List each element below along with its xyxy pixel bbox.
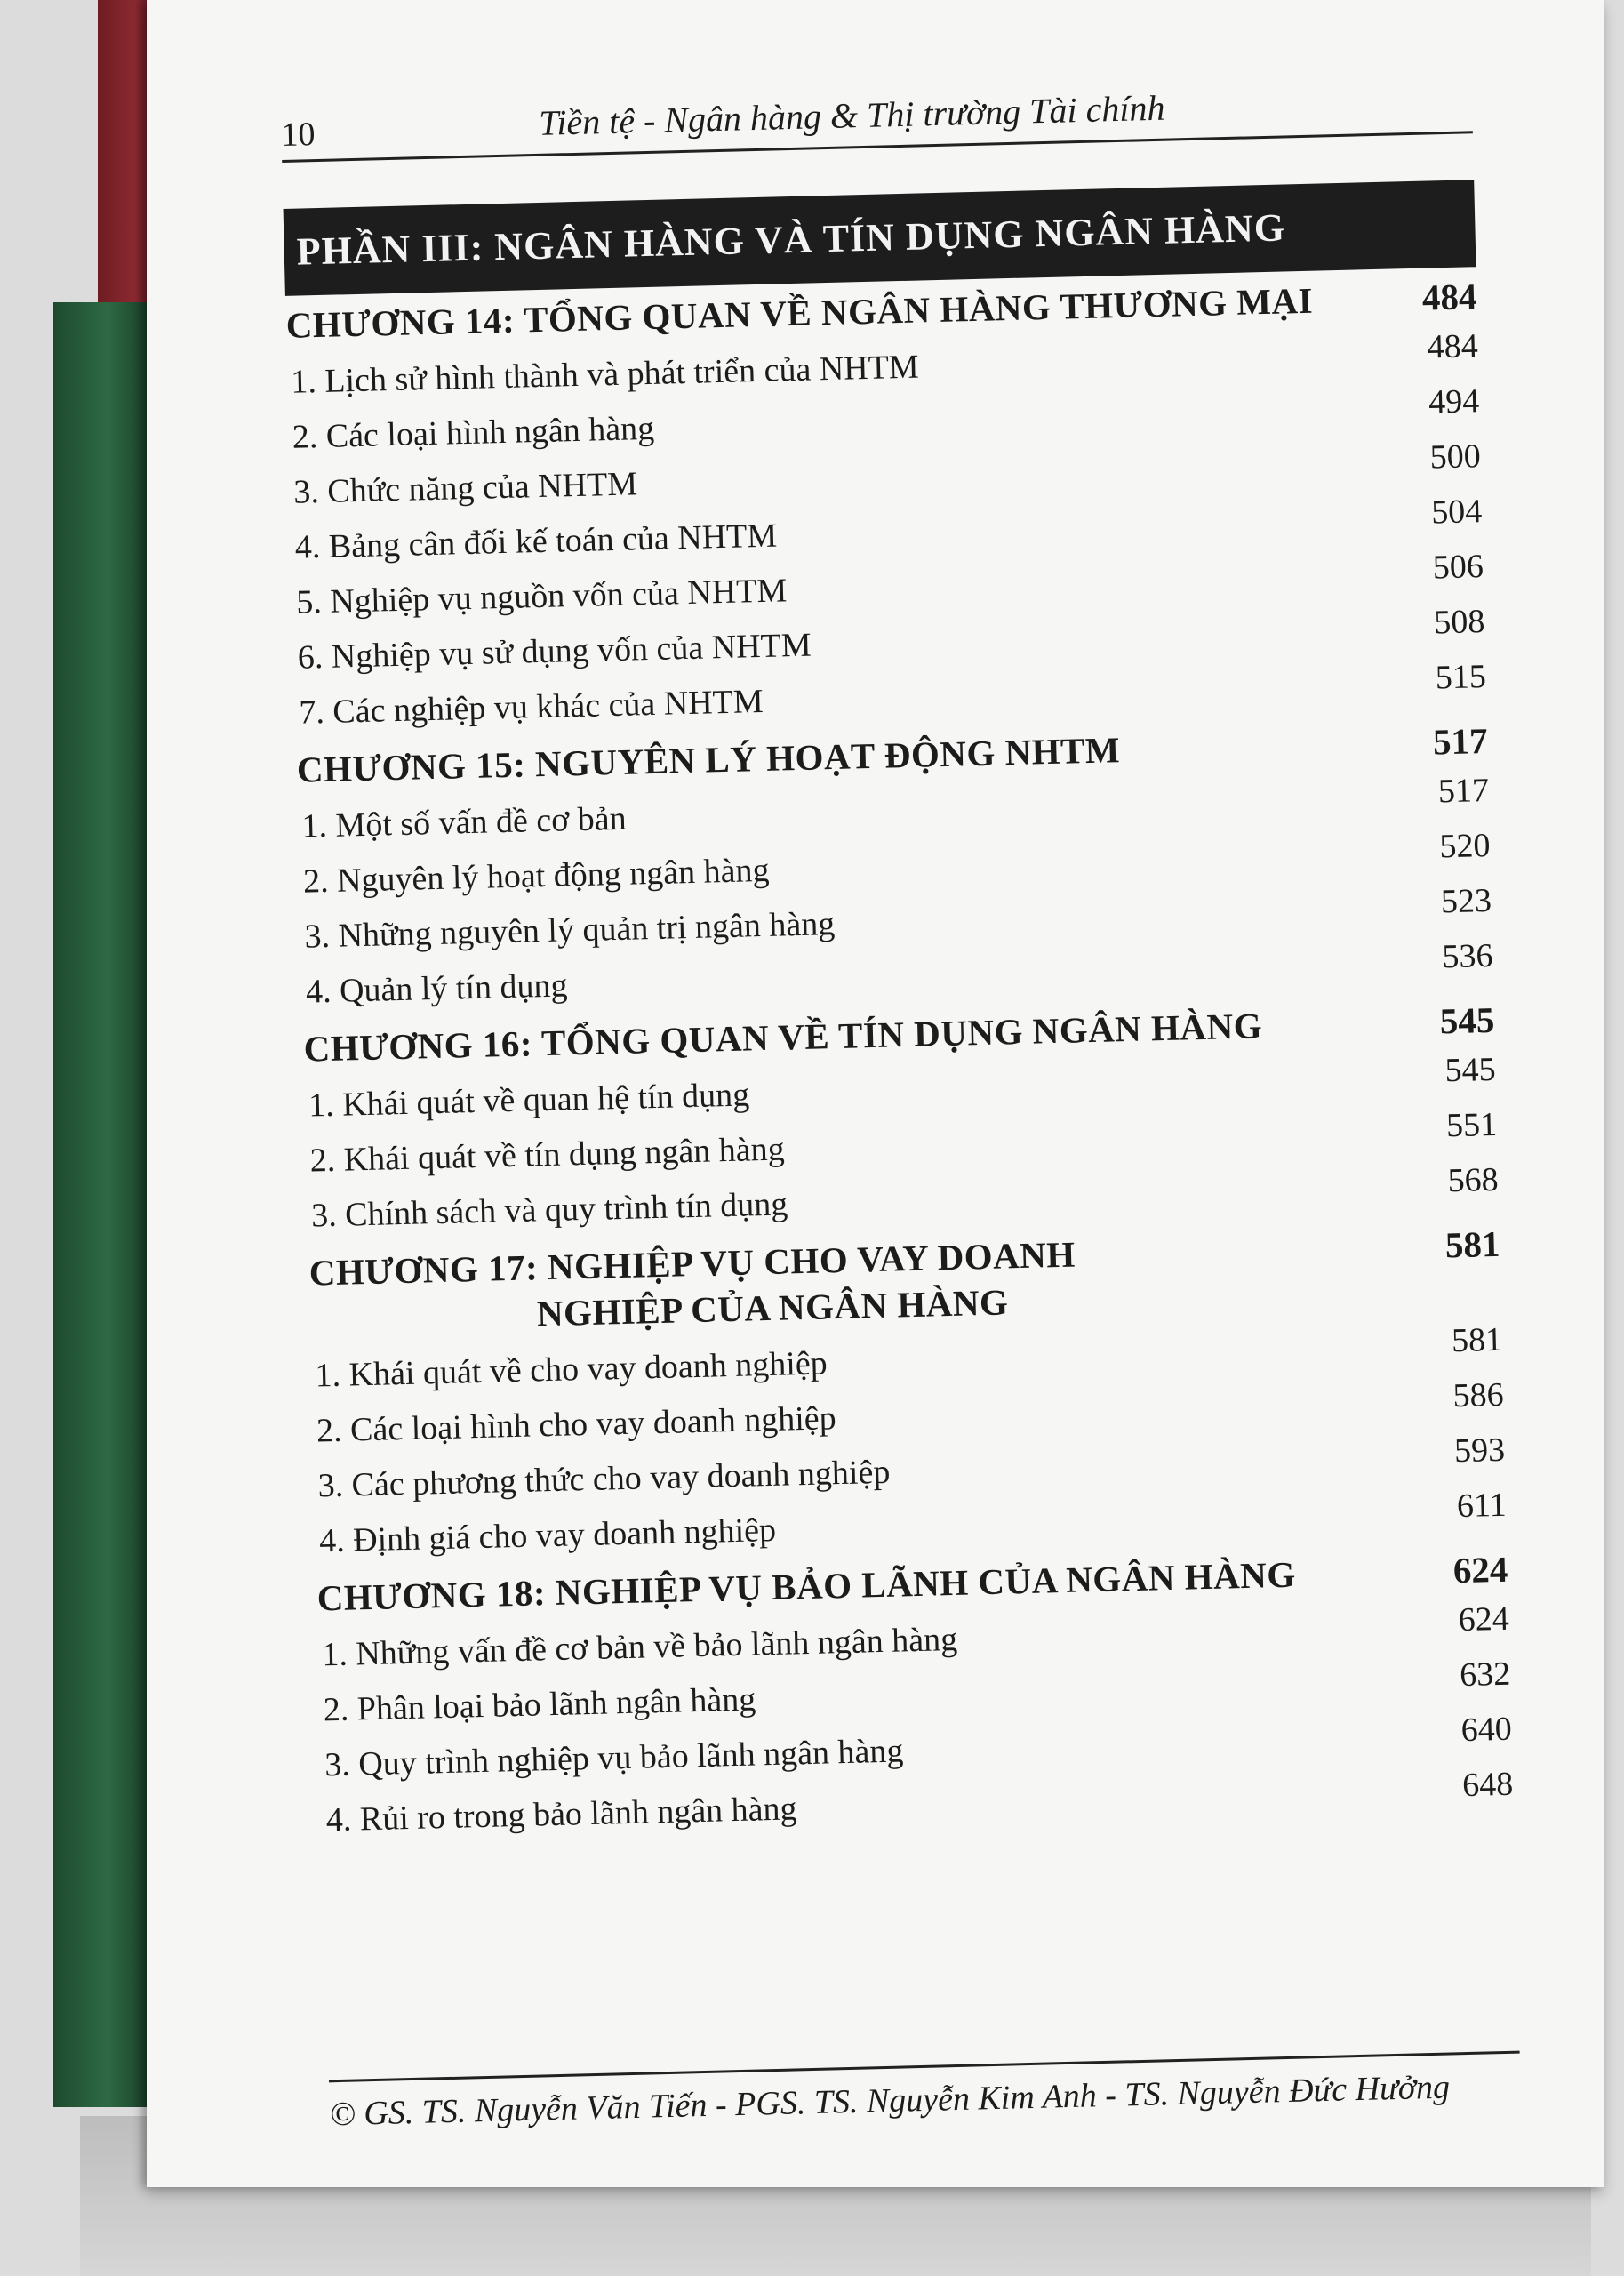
table-of-contents: [285, 273, 1514, 1854]
chapter-page-number: 517: [1432, 720, 1489, 763]
page-header: [280, 51, 1473, 163]
section-title: 4. Định giá cho vay doanh nghiệp: [318, 1511, 777, 1560]
chapter-title: [308, 1221, 1501, 1342]
book-page: [147, 0, 1604, 2187]
section-page-number: 500: [1429, 437, 1482, 477]
section-page-number: 484: [1427, 327, 1479, 366]
chapter-page-number: 545: [1439, 998, 1495, 1042]
section-page-number: 640: [1460, 1710, 1513, 1750]
section-page-number: 611: [1456, 1486, 1508, 1526]
section-title: 2. Các loại hình ngân hàng: [292, 409, 655, 456]
chapter-title-line: CHƯƠNG 15: NGUYÊN LÝ HOẠT ĐỘNG NHTM: [296, 729, 1121, 790]
section-page-number: 523: [1440, 881, 1492, 921]
section-title: 1. Khái quát về quan hệ tín dụng: [308, 1076, 750, 1125]
section-page-number: 515: [1435, 658, 1487, 697]
section-title: 2. Phân loại bảo lãnh ngân hàng: [323, 1680, 756, 1729]
section-page-number: 568: [1447, 1160, 1500, 1200]
section-title: 1. Một số vấn đề cơ bản: [301, 799, 628, 845]
section-title: 1. Khái quát về cho vay doanh nghiệp: [315, 1344, 828, 1395]
section-page-number: 545: [1444, 1050, 1497, 1090]
chapter-title-line: CHƯƠNG 18: NGHIỆP VỤ BẢO LÃNH CỦA NGÂN HÀNG: [316, 1553, 1297, 1619]
chapter-title-line: CHƯƠNG 17: NGHIỆP VỤ CHO VAY DOANH: [308, 1233, 1076, 1294]
section-title: 3. Những nguyên lý quản trị ngân hàng: [304, 905, 836, 956]
section-title: 4. Rủi ro trong bảo lãnh ngân hàng: [325, 1790, 797, 1839]
copyright-footer: © GS. TS. Nguyễn Văn Tiến - PGS. TS. Nguyễn Kim Anh - TS. Nguyễn Đức Hưởng: [329, 2051, 1521, 2135]
section-page-number: 508: [1433, 603, 1485, 642]
section-title: 4. Bảng cân đối kế toán của NHTM: [294, 517, 778, 566]
section-title: 1. Lịch sử hình thành và phát triển của NHTM: [290, 348, 920, 401]
running-title: Tiền tệ - Ngân hàng & Thị trường Tài chính: [538, 87, 1165, 143]
section-title: 6. Nghiệp vụ sử dụng vốn của NHTM: [297, 626, 812, 677]
section-page-number: 593: [1453, 1431, 1506, 1471]
section-title: 3. Chức năng của NHTM: [292, 465, 638, 511]
section-page-number: 517: [1437, 772, 1490, 811]
section-page-number: 506: [1432, 548, 1484, 587]
section-page-number: 504: [1430, 493, 1483, 532]
section-title: 3. Các phương thức cho vay doanh nghiệp: [317, 1453, 891, 1505]
section-page-number: 624: [1458, 1599, 1510, 1639]
chapter-row: [308, 1221, 1501, 1342]
chapter-title-line: CHƯƠNG 16: TỔNG QUAN VỀ TÍN DỤNG NGÂN HÀNG: [303, 1005, 1263, 1070]
section-title: 2. Các loại hình cho vay doanh nghiệp: [316, 1399, 837, 1450]
chapter-title-line: CHƯƠNG 14: TỔNG QUAN VỀ NGÂN HÀNG THƯƠNG MẠI: [285, 279, 1314, 346]
section-page-number: 648: [1461, 1765, 1514, 1805]
book-cover-green-spine: [53, 302, 151, 2107]
section-title: 2. Nguyên lý hoạt động ngân hàng: [302, 851, 770, 901]
section-page-number: 536: [1441, 936, 1493, 976]
section-page-number: 632: [1459, 1655, 1511, 1695]
section-title: 3. Quy trình nghiệp vụ bảo lãnh ngân hàng: [324, 1732, 904, 1784]
section-page-number: 494: [1428, 382, 1480, 421]
section-title: 7. Các nghiệp vụ khác của NHTM: [298, 682, 764, 732]
section-title: 3. Chính sách và quy trình tín dụng: [310, 1185, 788, 1235]
page-content: [280, 47, 1624, 2178]
section-title: 5. Nghiệp vụ nguồn vốn của NHTM: [295, 572, 788, 621]
chapter-page-number: 624: [1452, 1548, 1508, 1591]
chapter-page-number: 484: [1421, 276, 1477, 318]
chapter-page-number: 581: [1444, 1222, 1500, 1266]
part-banner: PHẦN III: NGÂN HÀNG VÀ TÍN DỤNG NGÂN HÀNG: [284, 180, 1476, 296]
section-title: 4. Quản lý tín dụng: [305, 966, 568, 1011]
chapter-title-line: NGHIỆP CỦA NGÂN HÀNG: [536, 1281, 1009, 1334]
section-page-number: 520: [1438, 827, 1491, 866]
section-page-number: 586: [1452, 1375, 1505, 1415]
section-page-number: 551: [1445, 1105, 1498, 1145]
section-page-number: 581: [1451, 1320, 1503, 1360]
section-title: 1. Những vấn đề cơ bản về bảo lãnh ngân hàng: [321, 1620, 958, 1674]
page-number: 10: [281, 116, 316, 154]
section-title: 2. Khái quát về tín dụng ngân hàng: [309, 1130, 786, 1180]
